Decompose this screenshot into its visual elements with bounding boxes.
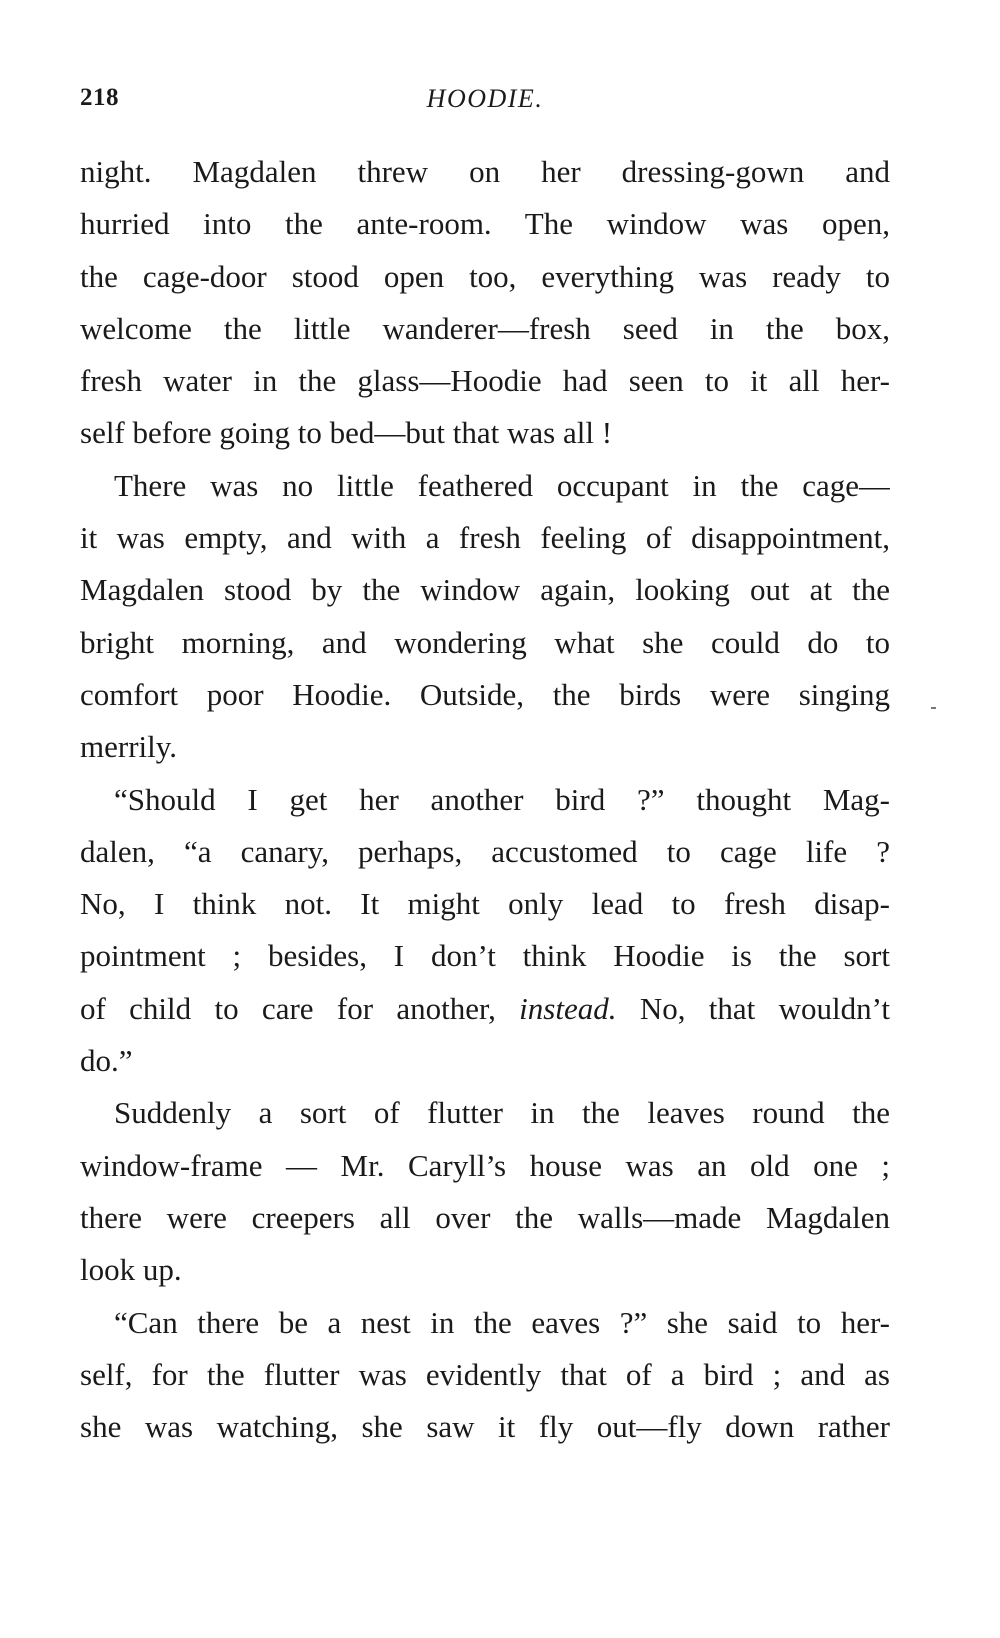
text-line: bright morning, and wondering what she could do to	[80, 624, 890, 660]
text-line: it was empty, and with a fresh feeling of disappointment,	[80, 520, 890, 556]
text-line: Magdalen stood by the window again, looking out at the	[80, 572, 890, 608]
text-line: the cage-door stood open too, everything was ready to	[80, 258, 890, 294]
page-number: 218	[80, 84, 119, 111]
text-line: do.”	[80, 1043, 133, 1079]
body-text	[80, 146, 890, 1453]
text-line: self, for the flutter was evidently that of a bird ; and as	[80, 1356, 890, 1392]
italic-word: instead.	[519, 990, 617, 1026]
paragraph-start-line: Suddenly a sort of flutter in the leaves round the	[114, 1095, 890, 1131]
text-line: No, I think not. It might only lead to fresh disap-	[80, 886, 890, 922]
text-line-with-italic: of child to care for another, instead. No, that wouldn’t	[80, 990, 890, 1026]
text-line: welcome the little wanderer—fresh seed in the box,	[80, 310, 890, 346]
text-line: night. Magdalen threw on her dressing-gown and	[80, 154, 890, 189]
text-line: window-frame — Mr. Caryll’s house was an old one ;	[80, 1147, 890, 1183]
paragraph-start-line: “Can there be a nest in the eaves ?” she said to her-	[114, 1304, 890, 1340]
text-line: hurried into the ante-room. The window was open,	[80, 206, 890, 242]
text-line: merrily.	[80, 729, 177, 765]
text-line: dalen, “a canary, perhaps, accustomed to cage life ?	[80, 833, 890, 869]
text-line: comfort poor Hoodie. Outside, the birds were singing	[80, 676, 890, 712]
print-speck	[931, 707, 936, 709]
paragraph-start-line: There was no little feathered occupant in the cage—	[114, 467, 890, 503]
running-title: HOODIE.	[426, 84, 544, 113]
text-line: self before going to bed—but that was all !	[80, 415, 613, 451]
text-line: look up.	[80, 1252, 182, 1288]
text-line: pointment ; besides, I don’t think Hoodie is the sort	[80, 938, 890, 974]
text-line: there were creepers all over the walls—made Magdalen	[80, 1199, 890, 1235]
text-line: she was watching, she saw it fly out—fly down rather	[80, 1409, 890, 1445]
text-line: fresh water in the glass—Hoodie had seen to it all her-	[80, 363, 890, 399]
page-header	[80, 84, 890, 124]
paragraph-start-line: “Should I get her another bird ?” thought Mag-	[114, 781, 890, 817]
